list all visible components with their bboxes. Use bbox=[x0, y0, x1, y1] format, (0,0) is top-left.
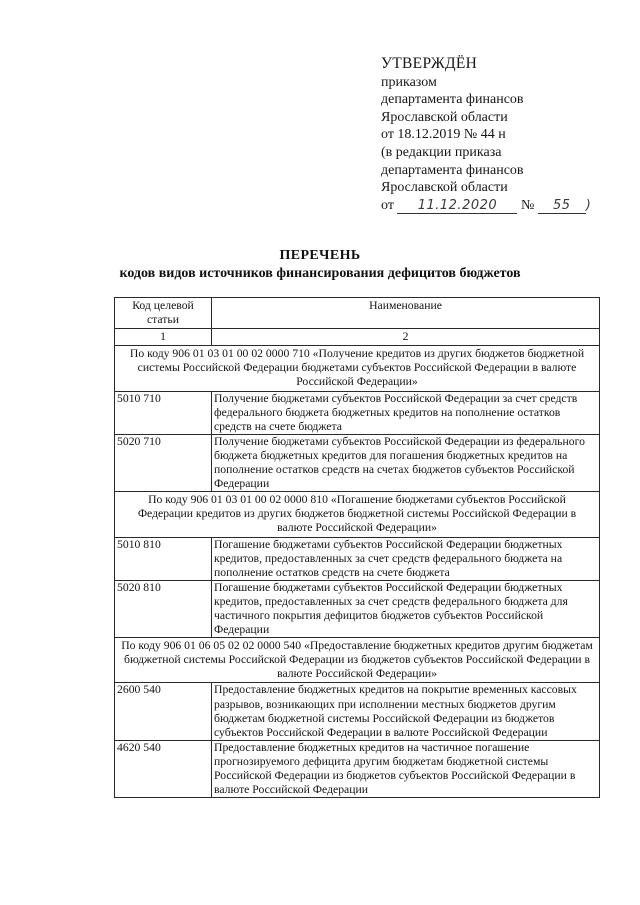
closing-paren: ) bbox=[585, 197, 592, 213]
approval-heading: УТВЕРЖДЁН bbox=[381, 55, 478, 72]
codes-table bbox=[114, 297, 600, 798]
approval-date-line bbox=[381, 197, 591, 215]
column-number: 2 bbox=[212, 329, 600, 346]
row-name: Получение бюджетами субъектов Российской Федерации за счет средств федерального бюджета бюджетных кредитов на пополнение остатков средств на счете бюджета bbox=[212, 391, 600, 434]
header-code: Код целевой статьи bbox=[115, 298, 212, 329]
number-prefix: № bbox=[520, 197, 535, 213]
group-title: По коду 906 01 06 05 02 02 0000 540 «Предоставление бюджетных кредитов другим бюджетам бюджетной системы Российской Федерации из бюджетов субъектов Российской Федерации в валюте Российской Федерации» bbox=[115, 638, 600, 683]
row-code: 5020 810 bbox=[115, 580, 212, 637]
table-row bbox=[115, 537, 600, 580]
table-row bbox=[115, 683, 600, 740]
group-row bbox=[115, 346, 600, 391]
row-code: 5010 810 bbox=[115, 537, 212, 580]
approval-line: департамента финансов bbox=[381, 92, 524, 108]
group-row bbox=[115, 638, 600, 683]
approval-line: (в редакции приказа bbox=[381, 144, 502, 160]
group-title: По коду 906 01 03 01 00 02 0000 710 «Получение кредитов из других бюджетов бюджетной системы Российской Федерации бюджетами субъектов Российской Федерации в валюте Российской Федерации» bbox=[115, 346, 600, 391]
row-name: Погашение бюджетами субъектов Российской Федерации бюджетных кредитов, предоставленных за счет средств федерального бюджета для частичного покрытия дефицитов бюджетов субъектов Российской Федерации bbox=[212, 580, 600, 637]
table-row bbox=[115, 580, 600, 637]
approval-line: приказом bbox=[381, 74, 437, 90]
header-name: Наименование bbox=[212, 298, 600, 329]
group-row bbox=[115, 492, 600, 537]
approval-line: Ярославской области bbox=[381, 180, 508, 196]
row-name: Погашение бюджетами субъектов Российской Федерации бюджетных кредитов, предоставленных за счет средств федерального бюджета на пополнение остатков средств на счете бюджета bbox=[212, 537, 600, 580]
column-number-row bbox=[115, 329, 600, 346]
approval-line: департамента финансов bbox=[381, 162, 524, 178]
row-code: 5020 710 bbox=[115, 434, 212, 491]
group-title: По коду 906 01 03 01 00 02 0000 810 «Погашение бюджетами субъектов Российской Федерации кредитов из других бюджетов бюджетной системы Российской Федерации в валюте Российской Федерации» bbox=[115, 492, 600, 537]
date-prefix: от bbox=[381, 197, 394, 213]
table-row bbox=[115, 434, 600, 491]
document-subtitle: кодов видов источников финансирования дефицитов бюджетов bbox=[119, 266, 521, 281]
row-code: 5010 710 bbox=[115, 391, 212, 434]
row-code: 2600 540 bbox=[115, 683, 212, 740]
table-header-row bbox=[115, 298, 600, 329]
approval-line: от 18.12.2019 № 44 н bbox=[381, 127, 506, 143]
approval-block bbox=[381, 55, 591, 214]
approval-line: Ярославской области bbox=[381, 109, 508, 125]
handwritten-date: 11.12.2020 bbox=[397, 199, 517, 214]
row-name: Предоставление бюджетных кредитов на частичное погашение прогнозируемого дефицита другим бюджетам бюджетной системы Российской Федерации из бюджетов субъектов Российской Федерации в валюте Российской Федерации bbox=[212, 740, 600, 797]
row-code: 4620 540 bbox=[115, 740, 212, 797]
document-title: ПЕРЕЧЕНЬ bbox=[279, 248, 361, 263]
row-name: Получение бюджетами субъектов Российской Федерации из федерального бюджета бюджетных кредитов для погашения бюджетных кредитов на пополнение остатков средств на счетах бюджетов субъектов Российской Федерации bbox=[212, 434, 600, 491]
table-row bbox=[115, 740, 600, 797]
column-number: 1 bbox=[115, 329, 212, 346]
handwritten-number: 55 bbox=[538, 199, 586, 214]
table-row bbox=[115, 391, 600, 434]
row-name: Предоставление бюджетных кредитов на покрытие временных кассовых разрывов, возникающих при исполнении местных бюджетов другим бюджетам бюджетной системы Российской Федерации из бюджетов субъектов Российской Федерации в валюте Российской Федерации bbox=[212, 683, 600, 740]
